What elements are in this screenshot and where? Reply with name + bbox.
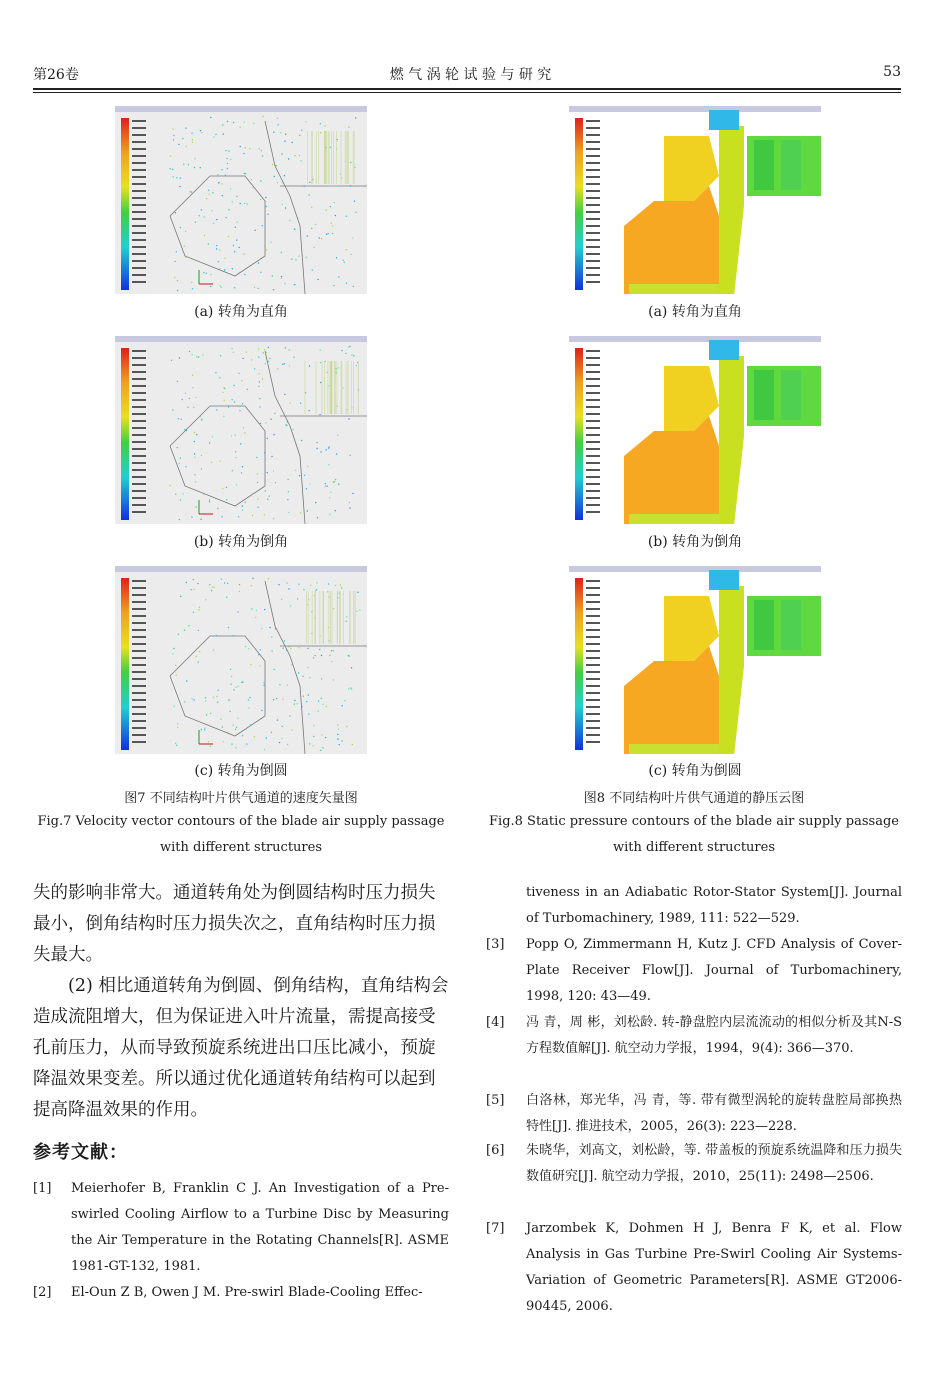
- fig7b-label: (b) 转角为倒角: [193, 534, 289, 550]
- reference-2: [33, 1280, 449, 1306]
- reference-text: 冯 青，周 彬，刘松龄. 转-静盘腔内层流流动的相似分析及其N-S方程数值解[J]. 航空动力学报，1994，9(4): 366—370.: [526, 1015, 902, 1056]
- fig8b-label: (b) 转角为倒角: [647, 534, 743, 550]
- reference-4: [486, 1010, 902, 1062]
- reference-text: 朱晓华，刘高文，刘松龄，等. 带盖板的预旋系统温降和压力损失数值研究[J]. 航空动力学报，2010，25(11): 2498—2506.: [526, 1143, 902, 1184]
- body-text-left: [33, 878, 449, 1126]
- reference-6: [486, 1138, 902, 1190]
- fig8b-static-pressure-plot: [569, 336, 821, 524]
- reference-1: [33, 1176, 449, 1280]
- reference-text: Popp O, Zimmermann H, Kutz J. CFD Analysis of Cover-Plate Receiver Flow[J]. Journal of Turbomachinery, 1998, 120: 43—49.: [526, 937, 902, 1004]
- body-paragraph-1: 失的影响非常大。通道转角处为倒圆结构时压力损失最小，倒角结构时压力损失次之，直角结构时压力损失最大。: [33, 883, 436, 965]
- reference-5: [486, 1088, 902, 1140]
- fig7-caption-cn: 图7 不同结构叶片供气通道的速度矢量图: [124, 791, 358, 806]
- fig8-caption-cn: 图8 不同结构叶片供气通道的静压云图: [583, 791, 805, 806]
- fig7-caption-en-1: Fig.7 Velocity vector contours of the blade air supply passage: [37, 814, 445, 829]
- fig8a-static-pressure-plot: [569, 106, 821, 294]
- reference-text: Meierhofer B, Franklin C J. An Investigation of a Pre-swirled Cooling Airflow to a Turbine Disc by Measuring the Air Temperature in the Rotating Channels[R]. ASME 1981-GT-132, 1981.: [71, 1181, 449, 1274]
- references-heading: 参考文献：: [33, 1142, 128, 1163]
- reference-number: [6]: [486, 1143, 505, 1158]
- reference-number: [7]: [486, 1221, 505, 1236]
- reference-number: [5]: [486, 1093, 505, 1108]
- reference-number: [1]: [33, 1181, 52, 1196]
- reference-number: [2]: [33, 1285, 52, 1300]
- fig7a-velocity-vector-plot: [115, 106, 367, 294]
- header-rule-thin: [33, 92, 901, 93]
- fig7-caption-en-2: with different structures: [160, 840, 322, 855]
- fig8-caption-en-2: with different structures: [613, 840, 775, 855]
- fig7c-velocity-vector-plot: [115, 566, 367, 754]
- reference-text: tiveness in an Adiabatic Rotor-Stator System[J]. Journal of Turbomachinery, 1989, 111: 522—529.: [526, 885, 902, 926]
- reference-3: [486, 932, 902, 1010]
- reference-number: [4]: [486, 1015, 505, 1030]
- reference-text: 白洛林，郑光华，冯 青，等. 带有微型涡轮的旋转盘腔局部换热特性[J]. 推进技术，2005，26(3): 223—228.: [526, 1093, 902, 1134]
- running-header-volume: 第26卷: [33, 67, 79, 83]
- fig7a-label: (a) 转角为直角: [194, 304, 288, 320]
- reference-2-continued: [486, 880, 902, 932]
- reference-text: Jarzombek K, Dohmen H J, Benra F K, et al. Flow Analysis in Gas Turbine Pre-Swirl Cooling Air Systems-Variation of Geometric Parameters[R]. ASME GT2006-90445, 2006.: [526, 1221, 902, 1314]
- body-paragraph-2: (2) 相比通道转角为倒圆、倒角结构，直角结构会造成流阻增大，但为保证进入叶片流量，需提高接受孔前压力，从而导致预旋系统进出口压比减小，预旋降温效果变差。所以通过优化通道转角结构可以起到提高降温效果的作用。: [33, 976, 449, 1120]
- reference-7: [486, 1216, 902, 1320]
- fig8a-label: (a) 转角为直角: [648, 304, 742, 320]
- running-header-journal: 燃 气 涡 轮 试 验 与 研 究: [389, 67, 552, 83]
- reference-number: [3]: [486, 937, 505, 952]
- fig8-caption-en-1: Fig.8 Static pressure contours of the blade air supply passage: [489, 814, 899, 829]
- fig7c-label: (c) 转角为倒圆: [194, 763, 288, 779]
- fig7b-velocity-vector-plot: [115, 336, 367, 524]
- fig8c-static-pressure-plot: [569, 566, 821, 754]
- reference-text: El-Oun Z B, Owen J M. Pre-swirl Blade-Cooling Effec-: [71, 1285, 423, 1300]
- page-number: 53: [883, 64, 901, 80]
- fig8c-label: (c) 转角为倒圆: [648, 763, 742, 779]
- header-rule-thick: [33, 88, 901, 90]
